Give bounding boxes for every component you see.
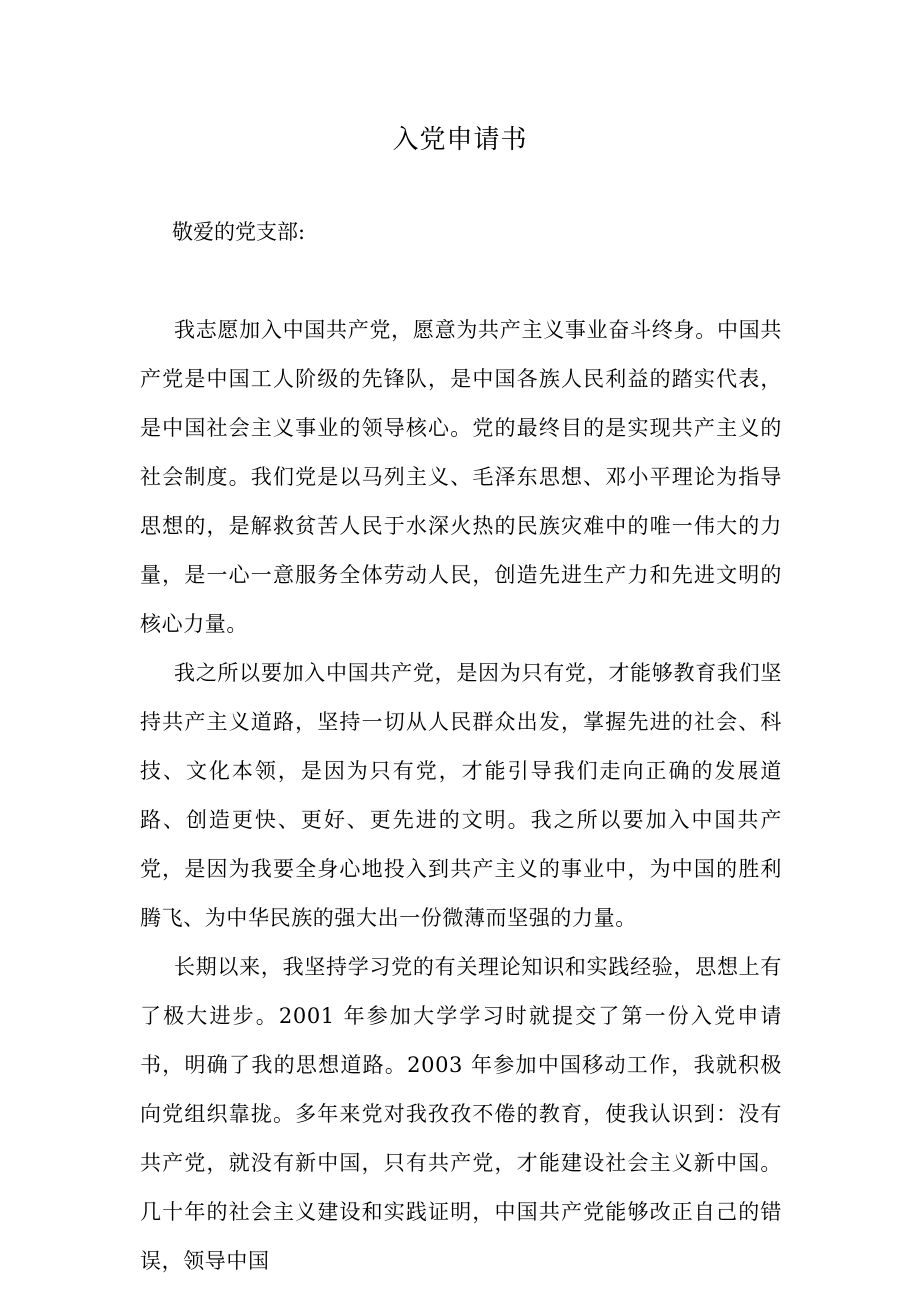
- paragraph-1: 我志愿加入中国共产党，愿意为共产主义事业奋斗终身。中国共产党是中国工人阶级的先锋队，是中国各族人民利益的踏实代表，是中国社会主义事业的领导核心。党的最终目的是实现共产主义的社会制度。我们党是以马列主义、毛泽东思想、邓小平理论为指导思想的，是解救贫苦人民于水深火热的民族灾难中的唯一伟大的力量，是一心一意服务全体劳动人民，创造先进生产力和先进文明的核心力量。: [140, 318, 782, 636]
- document-title: 入党申请书: [392, 125, 528, 155]
- paragraph-2: 我之所以要加入中国共产党，是因为只有党，才能够教育我们坚持共产主义道路，坚持一切从人民群众出发，掌握先进的社会、科技、文化本领，是因为只有党，才能引导我们走向正确的发展道路、创造更快、更好、更先进的文明。我之所以要加入中国共产党，是因为我要全身心地投入到共产主义的事业中，为中国的胜利腾飞、为中华民族的强大出一份微薄而坚强的力量。: [140, 661, 782, 930]
- document-body: [140, 306, 782, 1286]
- salutation: 敬爱的党支部:: [172, 220, 306, 244]
- paragraph-3: 长期以来，我坚持学习党的有关理论知识和实践经验，思想上有了极大进步。2001 年参加大学学习时就提交了第一份入党申请书，明确了我的思想道路。2003 年参加中国移动工作，我就积极向党组织靠拢。多年来党对我孜孜不倦的教育，使我认识到：没有共产党，就没有新中国，只有共产党，才能建设社会主义新中国。几十年的社会主义建设和实践证明，中国共产党能够改正自己的错误，领导中国: [140, 955, 782, 1273]
